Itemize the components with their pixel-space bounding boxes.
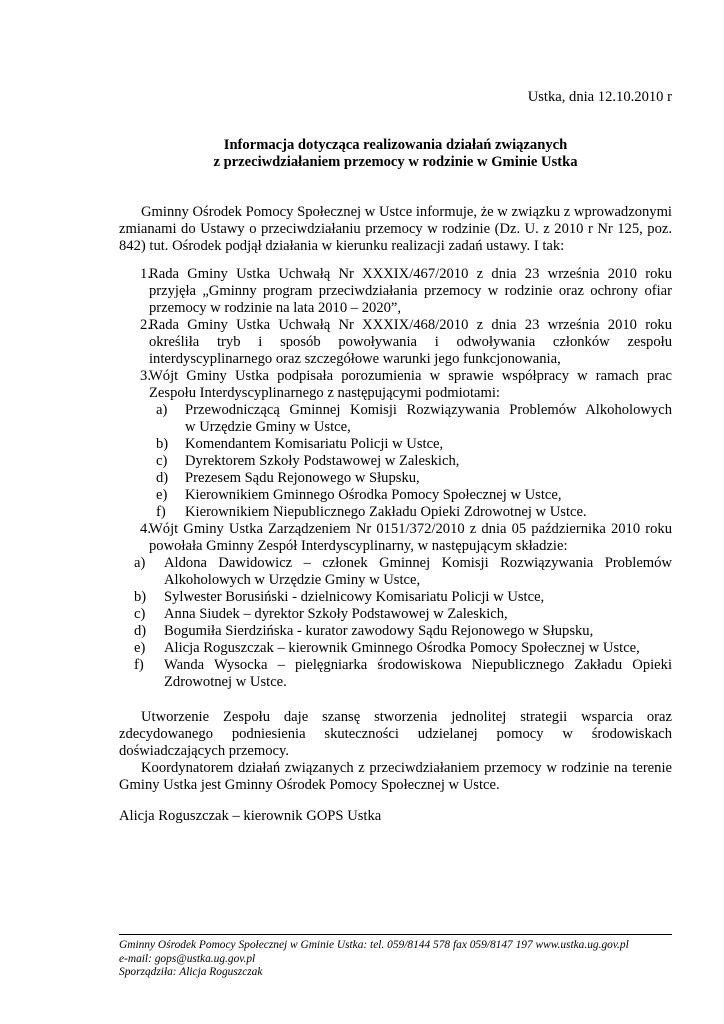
sub-item-3e	[119, 487, 672, 504]
closing-p1-line-3: doświadczających przemocy.	[119, 743, 290, 759]
footer	[119, 939, 679, 980]
sub-line: Aldona Dawidowicz – członek Gminnej Komisji Rozwiązywania Problemów	[164, 555, 672, 571]
list-line: przyjęła „Gminny program przeciwdziałania przemocy w rodzinie oraz ochrony ofiar	[149, 283, 672, 299]
intro-line-1: Gminny Ośrodek Pomocy Społecznej w Ustce informuje, że w związku z wprowadzonymi	[141, 204, 672, 220]
footer-author-line: Sporządziła: Alicja Roguszczak	[119, 966, 263, 978]
numbered-list	[119, 266, 672, 691]
sub-letter: d)	[134, 623, 147, 639]
sub-line: Zdrowotnej w Ustce.	[164, 674, 287, 690]
sub-letter: b)	[134, 589, 147, 605]
list-line: Wójt Gminy Ustka Zarządzeniem Nr 0151/372/2010 z dnia 05 października 2010 roku	[149, 521, 672, 537]
sub-item-4a	[119, 555, 672, 589]
sub-letter: e)	[156, 487, 168, 503]
sub-item-4c	[119, 606, 672, 623]
footer-email-line: e-mail: gops@ustka.ug.gov.pl	[119, 952, 256, 965]
sub-letter: f)	[134, 657, 144, 673]
sub-letter: c)	[156, 453, 168, 469]
list-line: interdyscyplinarnego oraz szczegółowe warunki jego funkcjonowania,	[149, 351, 561, 367]
sub-line: Kierownikiem Niepublicznego Zakładu Opieki Zdrowotnej w Ustce.	[185, 504, 587, 520]
sub-item-3c	[119, 453, 672, 470]
sub-letter: a)	[156, 402, 168, 418]
sub-item-3b	[119, 436, 672, 453]
sub-letter: c)	[134, 606, 146, 622]
sub-line: Anna Siudek – dyrektor Szkoły Podstawowej w Zaleskich,	[164, 606, 508, 622]
sub-item-4d	[119, 623, 672, 640]
sub-item-4b	[119, 589, 672, 606]
sub-item-3a	[119, 402, 672, 436]
list-line: określiła tryb i sposób powoływania i odwoływania członków zespołu	[149, 334, 672, 350]
list-item-3	[119, 368, 672, 402]
closing-p1-line-1: Utworzenie Zespołu daje szansę stworzenia jednolitej strategii wsparcia oraz	[141, 709, 672, 725]
sub-letter: b)	[156, 436, 169, 452]
list-item-1	[119, 266, 672, 317]
intro-paragraph	[119, 204, 672, 255]
list-number: 3.	[140, 368, 151, 384]
sub-line: Prezesem Sądu Rejonowego w Słupsku,	[185, 470, 420, 486]
sub-line: Alkoholowych w Urzędzie Gminy w Ustce,	[164, 572, 421, 588]
document-title	[119, 137, 672, 171]
closing-section	[119, 709, 672, 794]
list-item-4	[119, 521, 672, 555]
closing-p1-line-2: zdecydowanego podniesienia skuteczności udzielanej pomocy w środowiskach	[119, 726, 672, 742]
footer-contact-line: Gminny Ośrodek Pomocy Społecznej w Gminie Ustka: tel. 059/8144 578 fax 059/8147 197 www.ustka.ug.gov.pl	[119, 939, 629, 951]
intro-line-3: 842) tut. Ośrodek podjął działania w kierunku realizacji zadań ustawy. I tak:	[119, 238, 565, 254]
sub-line: Alicja Roguszczak – kierownik Gminnego Ośrodka Pomocy Społecznej w Ustce,	[164, 640, 640, 656]
list-number: 2.	[140, 317, 151, 333]
closing-p2-line-2: Gminy Ustka jest Gminny Ośrodek Pomocy Społecznej w Ustce.	[119, 777, 500, 793]
list-line: przemocy w rodzinie na lata 2010 – 2020”,	[149, 300, 402, 316]
sub-line: w Urzędzie Gminy w Ustce,	[185, 419, 351, 435]
list-line: Rada Gminy Ustka Uchwałą Nr XXXIX/467/2010 z dnia 23 września 2010 roku	[149, 266, 672, 282]
list-line: powołała Gminny Zespół Interdyscyplinarny, w następującym składzie:	[149, 538, 568, 554]
sub-line: Bogumiła Sierdzińska - kurator zawodowy Sądu Rejonowego w Słupsku,	[164, 623, 594, 639]
list-number: 1.	[140, 266, 151, 282]
sub-letter: a)	[134, 555, 146, 571]
sub-line: Sylwester Borusiński - dzielnicowy Komisariatu Policji w Ustce,	[164, 589, 545, 605]
sub-letter: f)	[156, 504, 166, 520]
sub-letter: d)	[156, 470, 169, 486]
list-line: Zespołu Interdyscyplinarnego z następującymi podmiotami:	[149, 385, 500, 401]
closing-p2-line-1: Koordynatorem działań związanych z przeciwdziałaniem przemocy w rodzinie na terenie	[141, 760, 672, 776]
footer-divider	[119, 934, 672, 935]
list-line: Wójt Gminy Ustka podpisała porozumienia w sprawie współpracy w ramach prac	[149, 368, 672, 384]
sub-item-3d	[119, 470, 672, 487]
intro-line-2: zmianami do Ustawy o przeciwdziałaniu przemocy w rodzinie (Dz. U. z 2010 r Nr 125, poz.	[119, 221, 672, 237]
list-line: Rada Gminy Ustka Uchwałą Nr XXXIX/468/2010 z dnia 23 września 2010 roku	[149, 317, 672, 333]
sub-letter: e)	[134, 640, 146, 656]
signature-line: Alicja Roguszczak – kierownik GOPS Ustka	[119, 808, 382, 824]
sub-line: Przewodniczącą Gminnej Komisji Rozwiązywania Problemów Alkoholowych	[185, 402, 672, 418]
sub-item-4f	[119, 657, 672, 691]
list-number: 4.	[140, 521, 151, 537]
list-item-2	[119, 317, 672, 368]
sub-line: Kierownikiem Gminnego Ośrodka Pomocy Społecznej w Ustce,	[185, 487, 562, 503]
title-line-2: z przeciwdziałaniem przemocy w rodzinie w Gminie Ustka	[213, 154, 578, 170]
sub-line: Komendantem Komisariatu Policji w Ustce,	[185, 436, 444, 452]
sub-item-3f	[119, 504, 672, 521]
date-line: Ustka, dnia 12.10.2010 r	[527, 89, 672, 105]
sub-line: Dyrektorem Szkoły Podstawowej w Zaleskich,	[185, 453, 460, 469]
sub-line: Wanda Wysocka – pielęgniarka środowiskowa Niepublicznego Zakładu Opieki	[164, 657, 672, 673]
title-line-1: Informacja dotycząca realizowania działań związanych	[223, 137, 568, 153]
sub-item-4e	[119, 640, 672, 657]
